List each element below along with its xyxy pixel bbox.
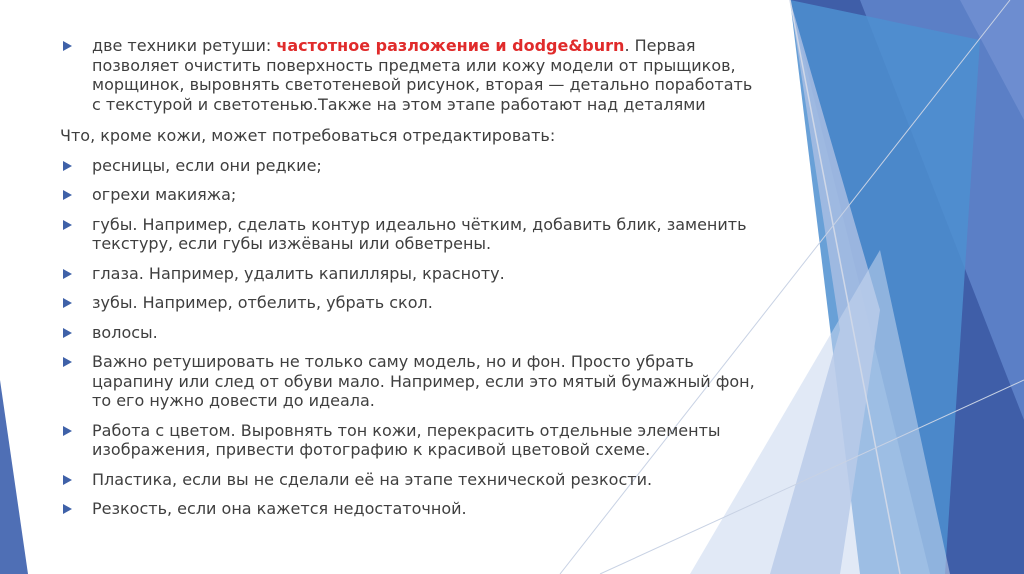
- list-item: [60, 470, 760, 490]
- list-item: [60, 264, 760, 284]
- intro-text-before: две техники ретуши:: [92, 36, 277, 55]
- intro-text-after: . Первая позволяет очистить поверхность предмета или кожу модели от прыщиков, морщинок, выровнять светотеневой рисунок, вторая — детально поработать с текстурой и светотенью.Также на этом этапе работают над деталями: [92, 36, 753, 114]
- list-item-text: волосы.: [92, 322, 158, 342]
- list-item-text: зубы. Например, отбелить, убрать скол.: [92, 293, 433, 312]
- triangle-right-icon: [63, 504, 72, 514]
- list-item: [60, 185, 760, 205]
- list-item: [60, 156, 760, 176]
- list-item: [60, 323, 760, 343]
- list-item: [60, 421, 760, 460]
- triangle-right-icon: [63, 328, 72, 338]
- list-item-text: Резкость, если она кажется недостаточной.: [92, 499, 467, 518]
- triangle-right-icon: [63, 269, 72, 279]
- list-item-text: ресницы, если они редкие;: [92, 155, 322, 175]
- list-item-text: Работа с цветом. Выровнять тон кожи, перекрасить отдельные элементы изображения, привести фотографию к красивой цветовой схеме.: [92, 420, 721, 459]
- slide-body: [60, 36, 760, 529]
- triangle-right-icon: [63, 357, 72, 367]
- list-item-text: Важно ретушировать не только саму модель, но и фон. Просто убрать царапину или след от обуви мало. Например, если это мятый бумажный фон, то его нужно довести до идеала.: [92, 352, 755, 410]
- triangle-right-icon: [63, 190, 72, 200]
- list-item: [60, 215, 760, 254]
- intro-highlight: частотное разложение и dodge&burn: [276, 36, 625, 55]
- list-item-text: губы. Например, сделать контур идеально чётким, добавить блик, заменить текстуру, если губы изжёваны или обветрены.: [92, 214, 747, 253]
- triangle-right-icon: [63, 298, 72, 308]
- list-item: [60, 352, 760, 411]
- question-text: Что, кроме кожи, может потребоваться отредактировать:: [60, 126, 556, 145]
- question-line: [60, 126, 760, 146]
- triangle-right-icon: [63, 220, 72, 230]
- left-edge-shape: [0, 380, 28, 574]
- list-item: [60, 499, 760, 519]
- triangle-right-icon: [63, 161, 72, 171]
- triangle-right-icon: [63, 426, 72, 436]
- list-item-text: огрехи макияжа;: [92, 185, 237, 204]
- list-item-text: Пластика, если вы не сделали её на этапе технической резкости.: [92, 469, 653, 489]
- list-item-text: глаза. Например, удалить капилляры, красноту.: [92, 263, 505, 283]
- intro-item: [60, 36, 760, 114]
- triangle-right-icon: [63, 475, 72, 485]
- list-item: [60, 293, 760, 313]
- triangle-right-icon: [63, 41, 72, 51]
